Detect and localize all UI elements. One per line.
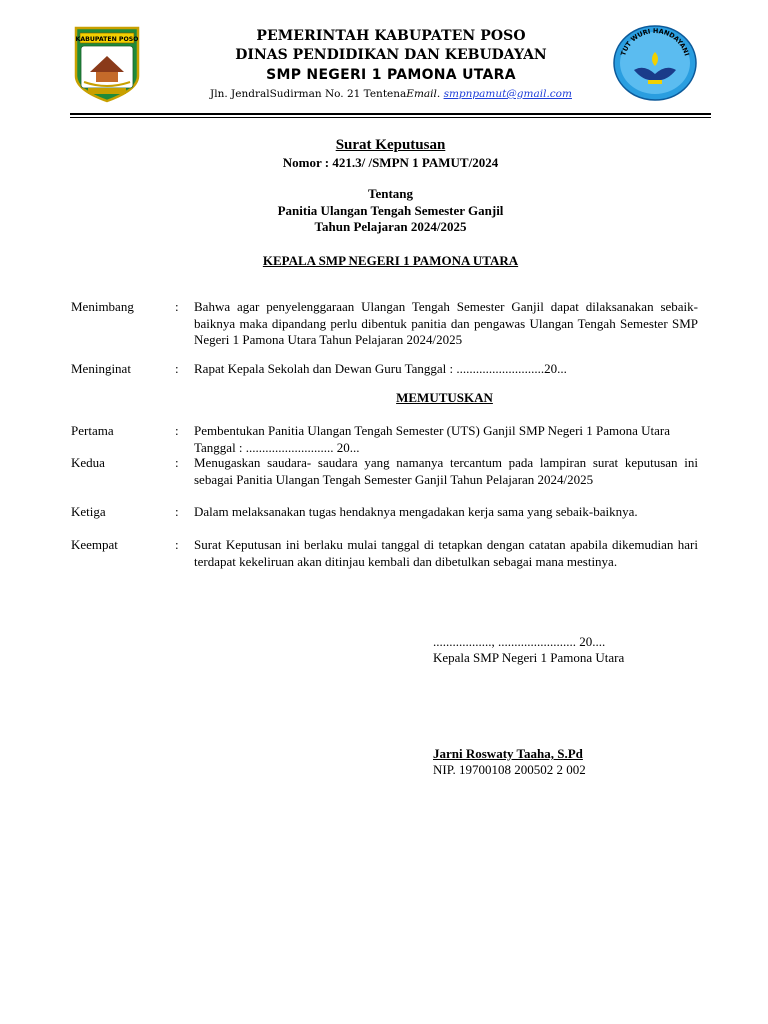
row-text: Surat Keputusan ini berlaku mulai tanggal di tetapkan dengan catatan apabila dikemudian hari terdapat kekeliruan akan ditinjau kembali dan dibetulkan sebagai mana mestinya.	[194, 537, 698, 569]
row-text: Rapat Kepala Sekolah dan Dewan Guru Tanggal : ...........................20...	[194, 361, 567, 376]
department-name: DINAS PENDIDIKAN DAN KEBUDAYAN	[235, 47, 547, 63]
decree-issuer: KEPALA SMP NEGERI 1 PAMONA UTARA	[262, 252, 519, 268]
decree-heading: Surat Keputusan	[335, 137, 446, 153]
signature-place-date: .................., ........................ 20....	[433, 634, 606, 649]
signatory-nip: NIP. 19700108 200502 2 002	[433, 762, 586, 777]
letterhead-rule-thick	[70, 113, 711, 115]
row-colon: :	[175, 299, 179, 314]
row-colon: :	[175, 537, 179, 552]
svg-text:KABUPATEN POSO: KABUPATEN POSO	[75, 36, 139, 43]
letterhead	[150, 27, 632, 103]
school-name: SMP NEGERI 1 PAMONA UTARA	[266, 67, 516, 83]
row-colon: :	[175, 361, 179, 376]
row-text: Dalam melaksanakan tugas hendaknya mengadakan kerja sama yang sebaik-baiknya.	[194, 504, 638, 519]
address-line	[150, 85, 632, 103]
decree-subject-line1: Panitia Ulangan Tengah Semester Ganjil	[277, 202, 504, 218]
row-label: Ketiga	[71, 504, 106, 519]
row-label: Pertama	[71, 423, 114, 438]
address-text: Jln. JendralSudirman No. 21 Tentena	[210, 88, 407, 100]
row-colon: :	[175, 423, 179, 438]
decision-heading: MEMUTUSKAN	[396, 390, 493, 405]
row-colon: :	[175, 504, 179, 519]
row-label: Menimbang	[71, 299, 134, 314]
decree-about-label: Tentang	[367, 186, 414, 201]
row-colon: :	[175, 455, 179, 470]
decree-subject-line2: Tahun Pelajaran 2024/2025	[314, 219, 467, 234]
row-text: Pembentukan Panitia Ulangan Tengah Semester (UTS) Ganjil SMP Negeri 1 Pamona Utara Tanggal : ........................... 20...	[194, 423, 671, 455]
row-label: Kedua	[71, 455, 105, 470]
svg-text:TUT WURI HANDAYANI: TUT WURI HANDAYANI	[619, 26, 691, 57]
signature-position: Kepala SMP Negeri 1 Pamona Utara	[433, 650, 625, 665]
kabupaten-poso-logo	[72, 24, 142, 104]
row-label: Meninginat	[71, 361, 131, 376]
row-label: Keempat	[71, 537, 118, 552]
decree-title-block	[70, 136, 711, 269]
letterhead-rule-thin	[70, 117, 711, 118]
government-name: PEMERINTAH KABUPATEN POSO	[256, 28, 526, 44]
signatory-name: Jarni Roswaty Taaha, S.Pd	[433, 746, 583, 761]
decree-number: Nomor : 421.3/ /SMPN 1 PAMUT/2024	[282, 155, 499, 170]
tut-wuri-handayani-logo	[612, 24, 698, 102]
email-label: Email.	[406, 88, 441, 100]
row-text: Menugaskan saudara- saudara yang namanya tercantum pada lampiran surat keputusan ini sebagai Panitia Ulangan Tengah Semester Ganjil Tahun Pelajaran 2024/2025	[194, 455, 698, 487]
email-link[interactable]: smpnpamut@gmail.com	[443, 88, 572, 100]
row-text: Bahwa agar penyelenggaraan Ulangan Tengah Semester Ganjil dapat dilaksanakan sebaik- baiknya maka dipandang perlu dibentuk panitia dan pengawas Ulangan Tengah Semester SMP Negeri 1 Pamona Utara Tahun Pelajaran 2024/2025	[194, 299, 698, 347]
